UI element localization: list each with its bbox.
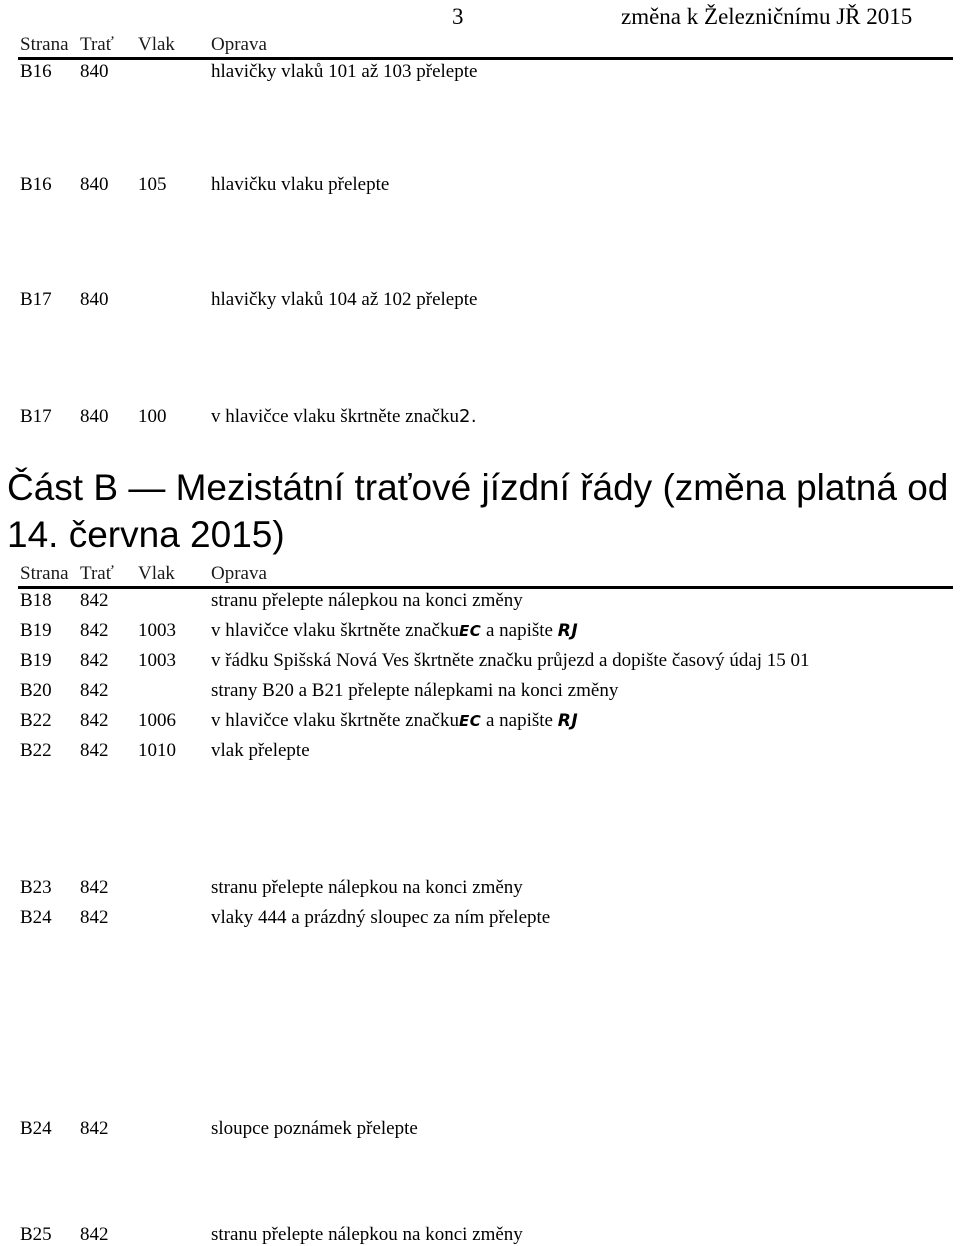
column-header-strana: Strana (20, 34, 69, 55)
ec-mark: EC (458, 622, 482, 640)
cell-oprava: v řádku Spišská Nová Ves škrtněte značku průjezd a dopište časový údaj 15 01 (211, 650, 810, 671)
train-mark: 2. (458, 406, 478, 427)
cell-trat: 840 (80, 406, 109, 427)
cell-vlak: 1010 (138, 740, 176, 761)
cell-oprava: sloupce poznámek přelepte (211, 1118, 418, 1139)
page-number: 3 (452, 4, 464, 29)
cell-trat: 840 (80, 174, 109, 195)
cell-trat: 842 (80, 1118, 109, 1139)
cell-oprava: stranu přelepte nálepkou na konci změny (211, 590, 523, 611)
header-rule (18, 586, 953, 589)
cell-trat: 840 (80, 61, 109, 82)
cell-vlak: 100 (138, 406, 167, 427)
column-header-strana: Strana (20, 563, 69, 584)
column-header-oprava: Oprava (211, 563, 267, 584)
oprava-text-mid: a napište (481, 620, 558, 641)
cell-oprava: hlavičku vlaku přelepte (211, 174, 390, 195)
cell-strana: B24 (20, 907, 52, 928)
cell-oprava: vlak přelepte (211, 740, 310, 761)
document-title: změna k Železničnímu JŘ 2015 (621, 4, 913, 29)
column-header-trat: Trať (80, 563, 114, 584)
rj-mark: RJ (557, 621, 579, 641)
cell-trat: 842 (80, 907, 109, 928)
cell-strana: B20 (20, 680, 52, 701)
cell-oprava: stranu přelepte nálepkou na konci změny (211, 1224, 523, 1245)
cell-strana: B16 (20, 174, 52, 195)
cell-oprava (211, 710, 578, 732)
cell-vlak: 1006 (138, 710, 176, 731)
cell-oprava: hlavičky vlaků 104 až 102 přelepte (211, 289, 478, 310)
cell-oprava: hlavičky vlaků 101 až 103 přelepte (211, 61, 478, 82)
oprava-text: v hlavičce vlaku škrtněte značku (211, 406, 459, 427)
cell-strana: B24 (20, 1118, 52, 1139)
cell-strana: B18 (20, 590, 52, 611)
cell-trat: 842 (80, 620, 109, 641)
cell-vlak: 1003 (138, 650, 176, 671)
cell-strana: B16 (20, 61, 52, 82)
cell-strana: B22 (20, 710, 52, 731)
column-header-vlak: Vlak (138, 34, 175, 55)
cell-strana: B19 (20, 620, 52, 641)
column-header-trat: Trať (80, 34, 114, 55)
cell-vlak: 105 (138, 174, 167, 195)
cell-oprava: stranu přelepte nálepkou na konci změny (211, 877, 523, 898)
cell-strana: B25 (20, 1224, 52, 1245)
cell-vlak: 1003 (138, 620, 176, 641)
cell-trat: 842 (80, 877, 109, 898)
cell-trat: 842 (80, 710, 109, 731)
section-title: Část B — Mezistátní traťové jízdní řády (změna platná od 14. června 2015) (7, 467, 949, 555)
cell-trat: 842 (80, 650, 109, 671)
cell-strana: B17 (20, 289, 52, 310)
cell-trat: 842 (80, 740, 109, 761)
cell-strana: B23 (20, 877, 52, 898)
cell-strana: B17 (20, 406, 52, 427)
cell-strana: B19 (20, 650, 52, 671)
oprava-text: v hlavičce vlaku škrtněte značku (211, 620, 459, 641)
column-header-vlak: Vlak (138, 563, 175, 584)
cell-strana: B22 (20, 740, 52, 761)
cell-oprava: vlaky 444 a prázdný sloupec za ním přelepte (211, 907, 551, 928)
cell-trat: 840 (80, 289, 109, 310)
cell-oprava: strany B20 a B21 přelepte nálepkami na konci změny (211, 680, 619, 701)
cell-oprava (211, 620, 578, 642)
cell-trat: 842 (80, 1224, 109, 1245)
oprava-text-mid: a napište (481, 710, 558, 731)
oprava-text: v hlavičce vlaku škrtněte značku (211, 710, 459, 731)
column-header-oprava: Oprava (211, 34, 267, 55)
ec-mark: EC (458, 712, 482, 730)
header-rule (18, 57, 953, 60)
cell-trat: 842 (80, 680, 109, 701)
cell-trat: 842 (80, 590, 109, 611)
rj-mark: RJ (557, 711, 579, 731)
cell-oprava (211, 406, 477, 428)
